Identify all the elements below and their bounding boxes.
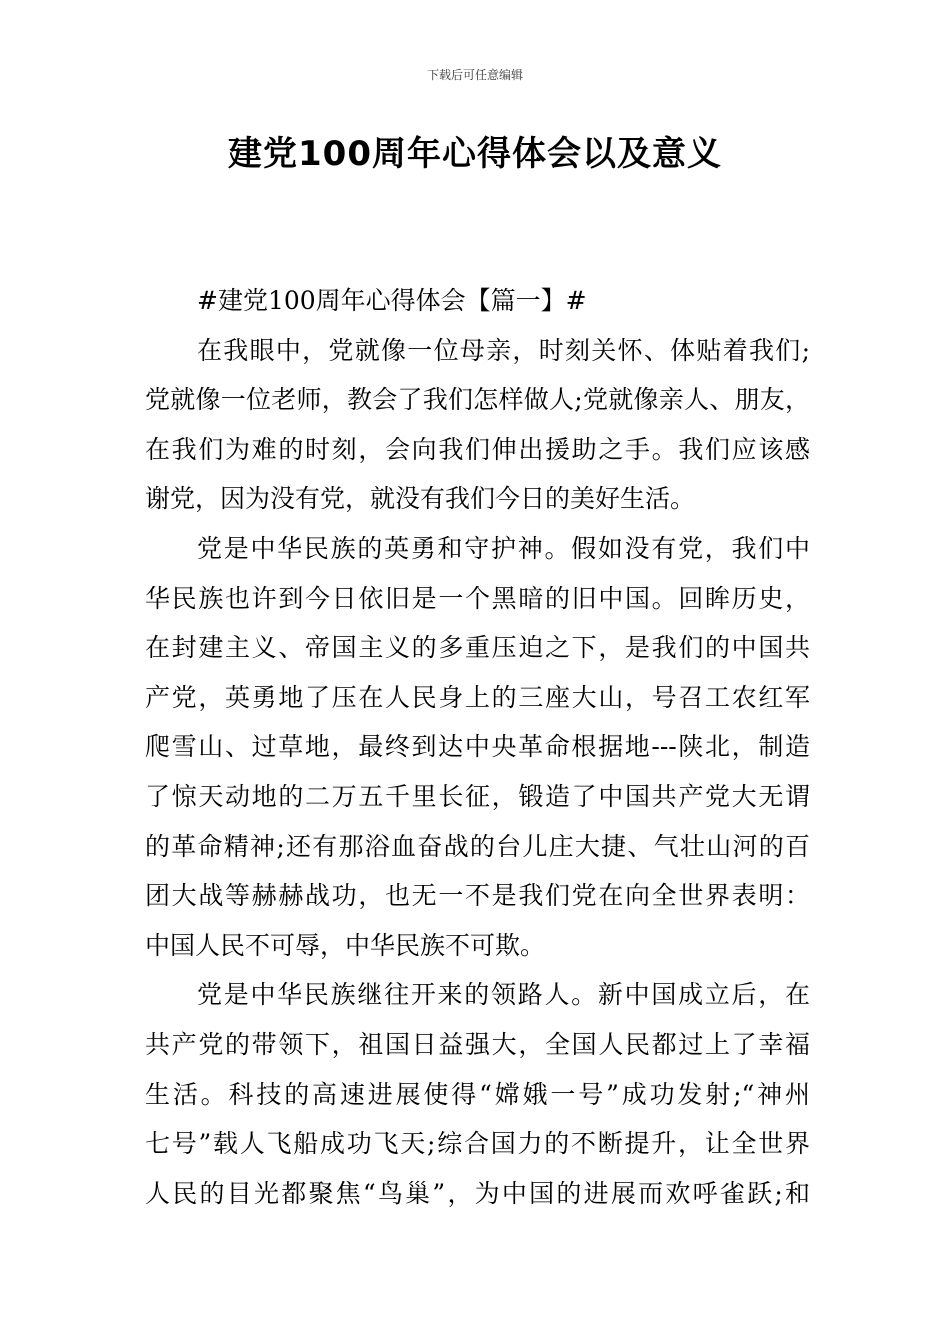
header-note: 下载后可任意编辑	[426, 68, 523, 82]
text-line: 人民的目光都聚焦“鸟巢”，为中国的进展而欢呼雀跃;和	[145, 1178, 810, 1208]
text-line: #建党100周年心得体会【篇一】#	[197, 286, 587, 315]
text-line: 在我眼中，党就像一位母亲，时刻关怀、体贴着我们;	[197, 335, 810, 365]
text-line: 党是中华民族的英勇和守护神。假如没有党，我们中	[197, 533, 810, 563]
text-line: 产党，英勇地了压在人民身上的三座大山，号召工农红军	[145, 682, 810, 712]
document-title: 建党100周年心得体会以及意义	[228, 134, 722, 174]
text-line: 华民族也许到今日依旧是一个黑暗的旧中国。回眸历史，	[145, 583, 810, 613]
text-line: 在封建主义、帝国主义的多重压迫之下，是我们的中国共	[145, 633, 810, 663]
text-line: 中国人民不可辱，中华民族不可欺。	[145, 930, 546, 960]
text-line: 共产党的带领下，祖国日益强大，全国人民都过上了幸福	[145, 1029, 810, 1059]
text-line: 党就像一位老师，教会了我们怎样做人;党就像亲人、朋友，	[145, 385, 810, 415]
text-line: 了惊天动地的二万五千里长征，锻造了中国共产党大无谓	[145, 781, 810, 811]
text-line: 七号”载人飞船成功飞天;综合国力的不断提升，让全世界	[145, 1129, 810, 1159]
text-line: 谢党，因为没有党，就没有我们今日的美好生活。	[145, 484, 696, 514]
text-line: 爬雪山、过草地，最终到达中央革命根据地---陕北，制造	[145, 732, 810, 762]
text-line: 党是中华民族继往开来的领路人。新中国成立后，在	[197, 980, 810, 1010]
text-line: 在我们为难的时刻，会向我们伸出援助之手。我们应该感	[145, 434, 810, 464]
text-line: 团大战等赫赫战功，也无一不是我们党在向全世界表明：	[145, 881, 810, 911]
text-line: 的革命精神;还有那浴血奋战的台儿庄大捷、气壮山河的百	[145, 831, 810, 861]
document-body	[145, 276, 810, 1218]
text-line: 生活。科技的高速进展使得“嫦娥一号”成功发射;“神州	[145, 1079, 810, 1109]
